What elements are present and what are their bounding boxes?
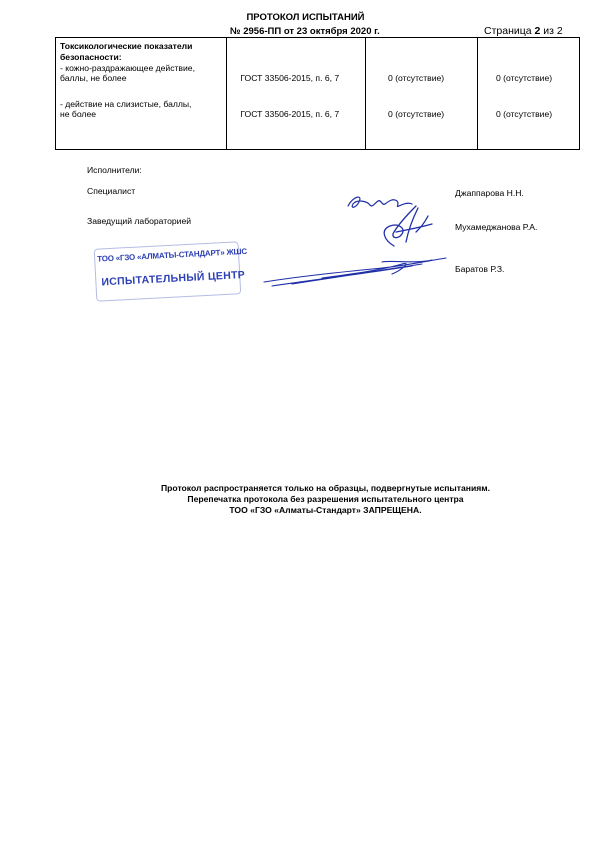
requirement-cell [366,38,478,150]
page-middle: из [540,25,557,37]
stamp [94,241,248,304]
signer-name-3: Баратов Р.З. [455,264,505,274]
page-prefix: Страница [484,25,535,37]
indicator-2-line2: не более [60,109,96,119]
signer-name-2: Мухамеджанова Р.А. [455,222,538,232]
head-lab-label: Заведущий лабораторией [87,216,192,226]
footer-line2: Перепечатка протокола без разрешения испытательного центра [187,494,464,504]
page-total: 2 [556,25,563,37]
signature-2-icon [376,202,436,252]
result-1: 0 (отсутствие) [495,73,553,83]
table-row [56,38,580,150]
result-cell [477,38,579,150]
specialist-label: Специалист [87,186,136,196]
executors-label: Исполнители: [87,165,142,175]
page-counter [484,25,563,37]
results-table [55,37,580,150]
stamp-line1: ТОО «ГЗО «АЛМАТЫ-СТАНДАРТ» ЖШС [96,246,248,264]
indicator-1-line1: - кожно-раздражающее действие, [60,63,195,73]
indicator-2-line1: - действие на слизистые, баллы, [60,99,192,109]
signature-3-icon [262,254,452,292]
method-2: ГОСТ 33506-2015, п. 6, 7 [240,109,340,119]
signer-name-1: Джаппарова Н.Н. [455,188,524,198]
result-2: 0 (отсутствие) [495,109,553,119]
requirement-2: 0 (отсутствие) [388,109,445,119]
section-title-line2: безопасности: [60,52,122,62]
indicator-1-line2: баллы, не более [60,73,127,83]
footer-line1: Протокол распространяется только на образцы, подвергнутые испытаниям. [160,483,490,493]
requirement-1: 0 (отсутствие) [388,73,445,83]
indicator-cell [56,38,227,150]
method-cell [227,38,366,150]
protocol-title: ПРОТОКОЛ ИСПЫТАНИЙ [246,12,365,23]
protocol-number-date: № 2956-ПП от 23 октября 2020 г. [230,26,380,37]
section-title-line1: Токсикологические показатели [60,41,193,51]
stamp-line2: ИСПЫТАТЕЛЬНЫЙ ЦЕНТР [101,268,246,289]
footer-line3: ТОО «ГЗО «Алматы-Стандарт» ЗАПРЕЩЕНА. [229,505,422,515]
page-current: 2 [534,25,541,37]
method-1: ГОСТ 33506-2015, п. 6, 7 [240,73,340,83]
